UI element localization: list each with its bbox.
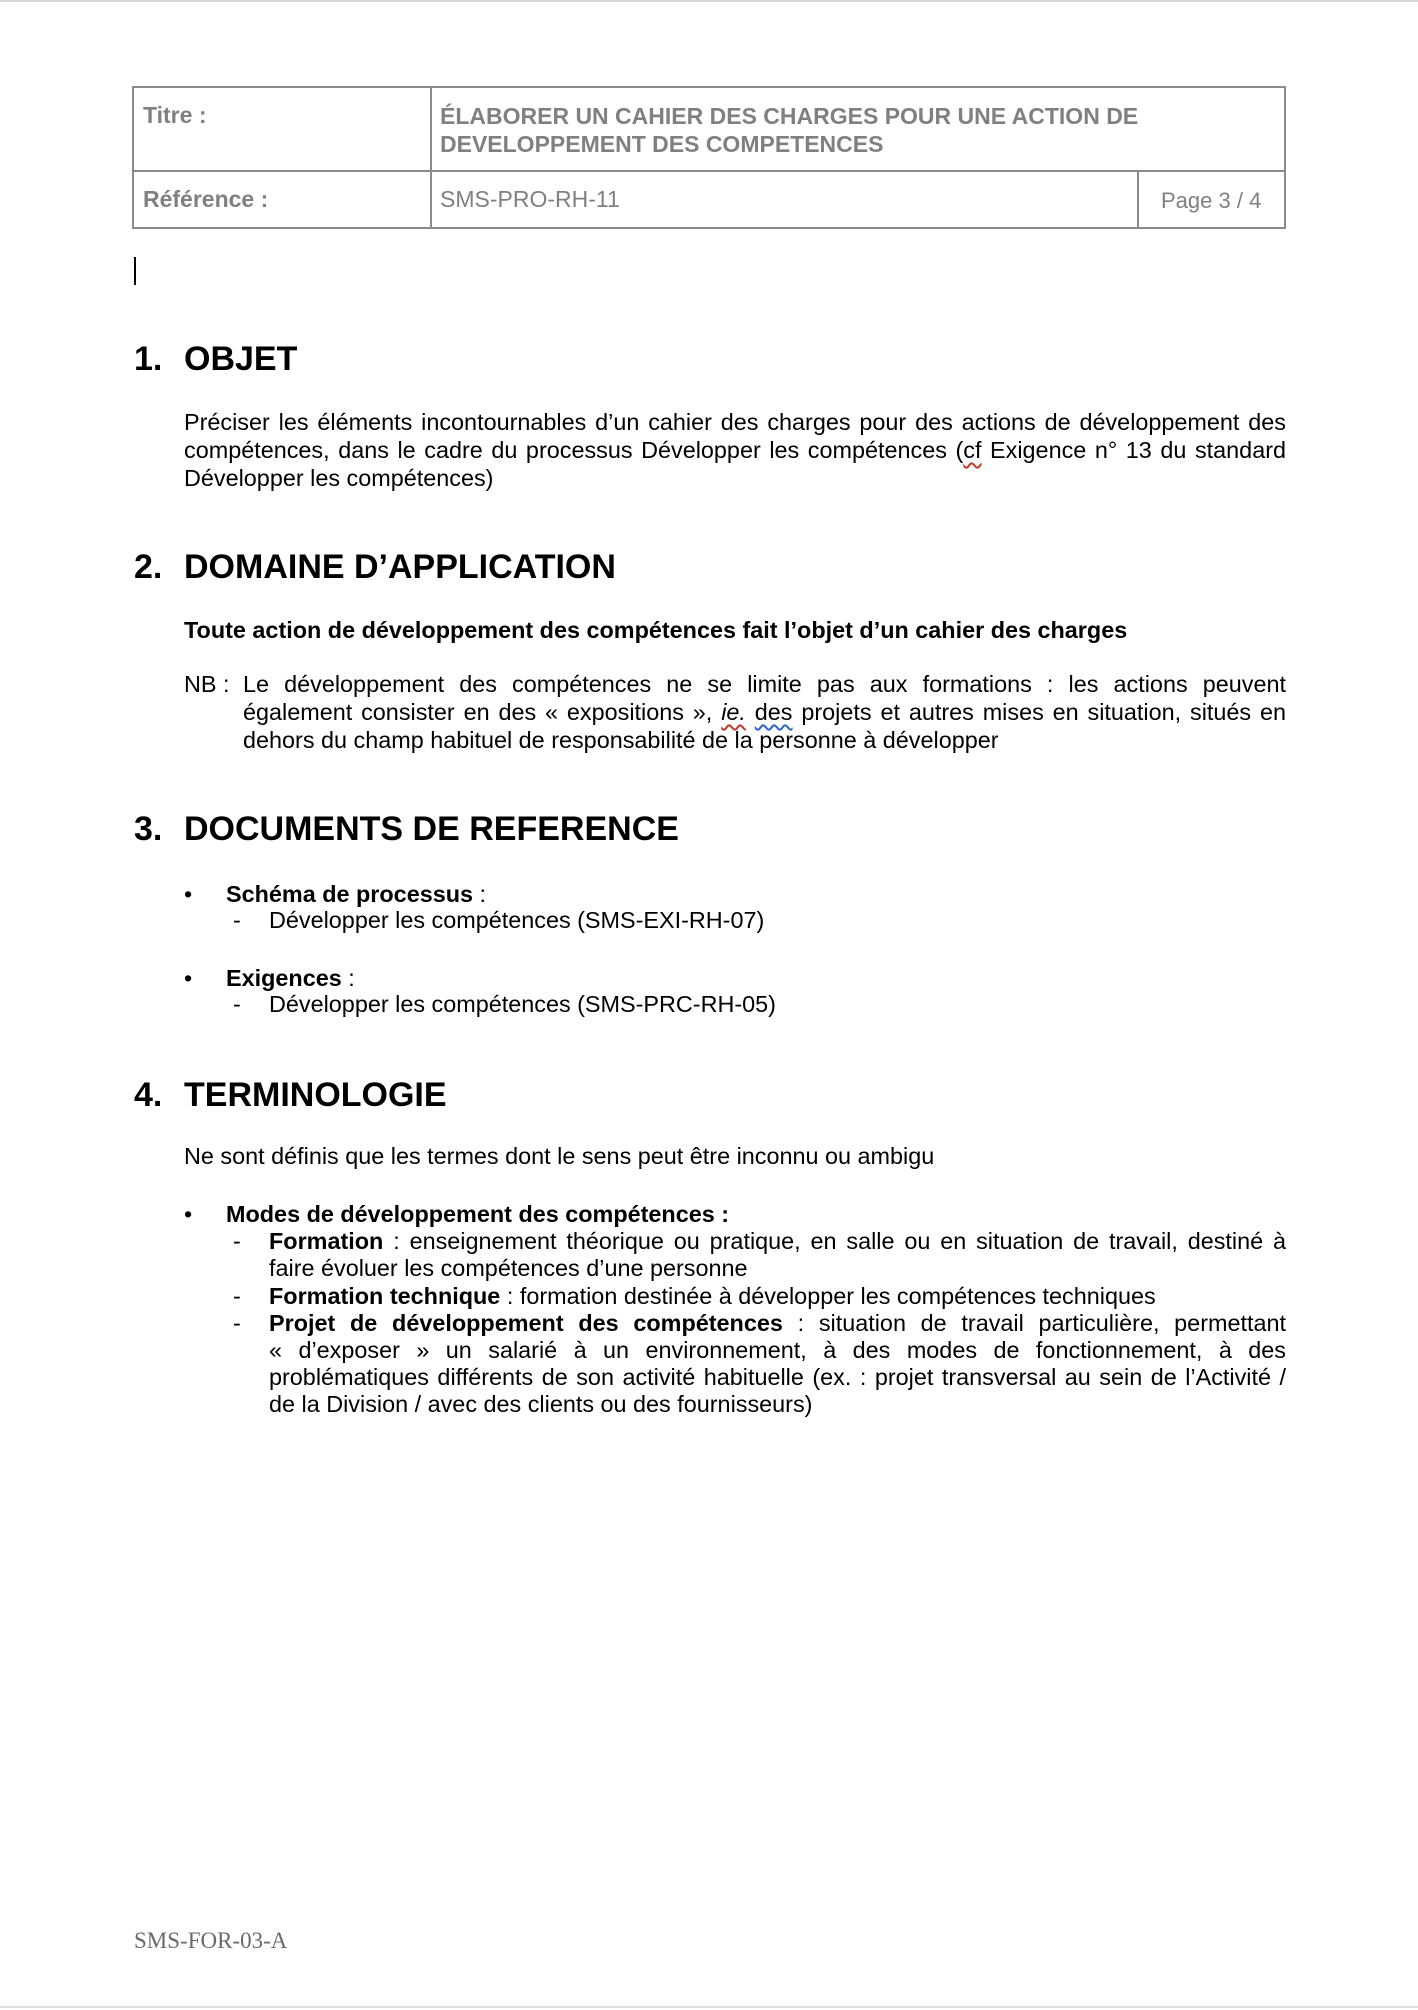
nb-label: NB : <box>184 671 230 697</box>
nb-line <box>243 698 1286 726</box>
objet-line: Développer les compétences) <box>184 465 494 491</box>
section-number: 2. <box>134 548 163 586</box>
list-item <box>226 880 486 908</box>
definition-line: « d’exposer » un salarié à un environnement, à des modes de fonctionnement, à des <box>269 1337 1286 1363</box>
bullet-dash: - <box>233 1310 241 1336</box>
nb-line: Le développement des compétences ne se limite pas aux formations : les actions peuvent <box>243 671 1286 697</box>
bullet-dash: - <box>233 1228 241 1254</box>
definition-line: de la Division / avec des clients ou des fournisseurs) <box>269 1391 813 1417</box>
definition-line <box>269 1282 1156 1310</box>
text-run: : formation destinée à développer les compétences techniques <box>500 1283 1156 1309</box>
section-title: TERMINOLOGIE <box>184 1076 447 1114</box>
section-title: OBJET <box>184 340 298 378</box>
section-title: DOCUMENTS DE REFERENCE <box>184 810 679 848</box>
header-divider <box>134 170 1284 172</box>
text-run: : <box>473 881 487 907</box>
definition-line: problématiques différents de son activité habituelle (ex. : projet transversal au sein de l’Activité / <box>269 1364 1286 1390</box>
bullet-dot: • <box>184 965 193 991</box>
document-title <box>440 102 1138 158</box>
spellcheck-underline: cf <box>963 437 982 463</box>
text-run: : <box>341 965 355 991</box>
section-title: DOMAINE D’APPLICATION <box>184 548 616 586</box>
text-run: : situation de travail particulière, permettant <box>782 1310 1286 1336</box>
section-heading-domaine <box>134 548 616 587</box>
section-number: 4. <box>134 1076 163 1114</box>
header-divider <box>1137 171 1139 227</box>
spellcheck-underline: ie. <box>721 699 746 725</box>
objet-line: Préciser les éléments incontournables d’un cahier des charges pour des actions de développement des <box>184 409 1286 435</box>
section-heading-terminologie <box>134 1076 447 1115</box>
bullet-dot: • <box>184 881 193 907</box>
text-run: également consister en des « expositions », <box>243 699 722 725</box>
title-label: Titre : <box>143 102 207 128</box>
definition-line <box>269 1309 1286 1337</box>
term: Projet de développement des compétences <box>269 1310 783 1336</box>
reference-label: Référence : <box>143 186 269 212</box>
term: Formation <box>269 1228 384 1254</box>
section-number: 3. <box>134 810 163 848</box>
page-bottom-border <box>0 2006 1418 2008</box>
list-item <box>226 964 355 992</box>
domaine-statement: Toute action de développement des compétences fait l’objet d’un cahier des charges <box>184 617 1128 643</box>
bullet-dash: - <box>233 991 241 1017</box>
page-number: Page 3 / 4 <box>1161 188 1262 213</box>
grammar-underline: des <box>754 699 793 725</box>
header-divider <box>430 88 432 227</box>
document-title-line: ÉLABORER UN CAHIER DES CHARGES POUR UNE ACTION DE <box>440 103 1139 129</box>
list-sub-item: Développer les compétences (SMS-PRC-RH-05) <box>269 991 776 1017</box>
objet-line <box>184 436 1286 464</box>
list-sub-item: Développer les compétences (SMS-EXI-RH-07) <box>269 907 765 933</box>
page-top-border <box>0 0 1418 2</box>
nb-line: dehors du champ habituel de responsabilité de la personne à développer <box>243 727 999 753</box>
terminologie-intro: Ne sont définis que les termes dont le sens peut être inconnu ou ambigu <box>184 1143 935 1169</box>
term: Formation technique <box>269 1283 501 1309</box>
list-item-title: Schéma de processus <box>226 881 474 907</box>
text-run: compétences, dans le cadre du processus Développer les compétences ( <box>184 437 964 463</box>
text-run <box>746 699 755 725</box>
list-item-title: Modes de développement des compétences : <box>226 1201 730 1227</box>
text-run: projets et autres mises en situation, situés en <box>792 699 1287 725</box>
form-reference-footer: SMS-FOR-03-A <box>134 1928 288 1953</box>
reference-value: SMS-PRO-RH-11 <box>440 186 620 212</box>
definition-line: faire évoluer les compétences d’une personne <box>269 1255 748 1281</box>
header-table <box>132 86 1286 229</box>
text-run: Exigence n° 13 du standard <box>981 437 1286 463</box>
definition-line <box>269 1227 1286 1255</box>
list-item-title: Exigences <box>226 965 342 991</box>
section-heading-documents <box>134 810 679 849</box>
bullet-dash: - <box>233 1283 241 1309</box>
document-title-line: DEVELOPPEMENT DES COMPETENCES <box>440 131 884 157</box>
text-cursor <box>134 257 136 285</box>
section-heading-objet <box>134 340 297 379</box>
bullet-dot: • <box>184 1201 193 1227</box>
text-run: : enseignement théorique ou pratique, en salle ou en situation de travail, destiné à <box>383 1228 1286 1254</box>
section-number: 1. <box>134 340 163 378</box>
bullet-dash: - <box>233 907 241 933</box>
